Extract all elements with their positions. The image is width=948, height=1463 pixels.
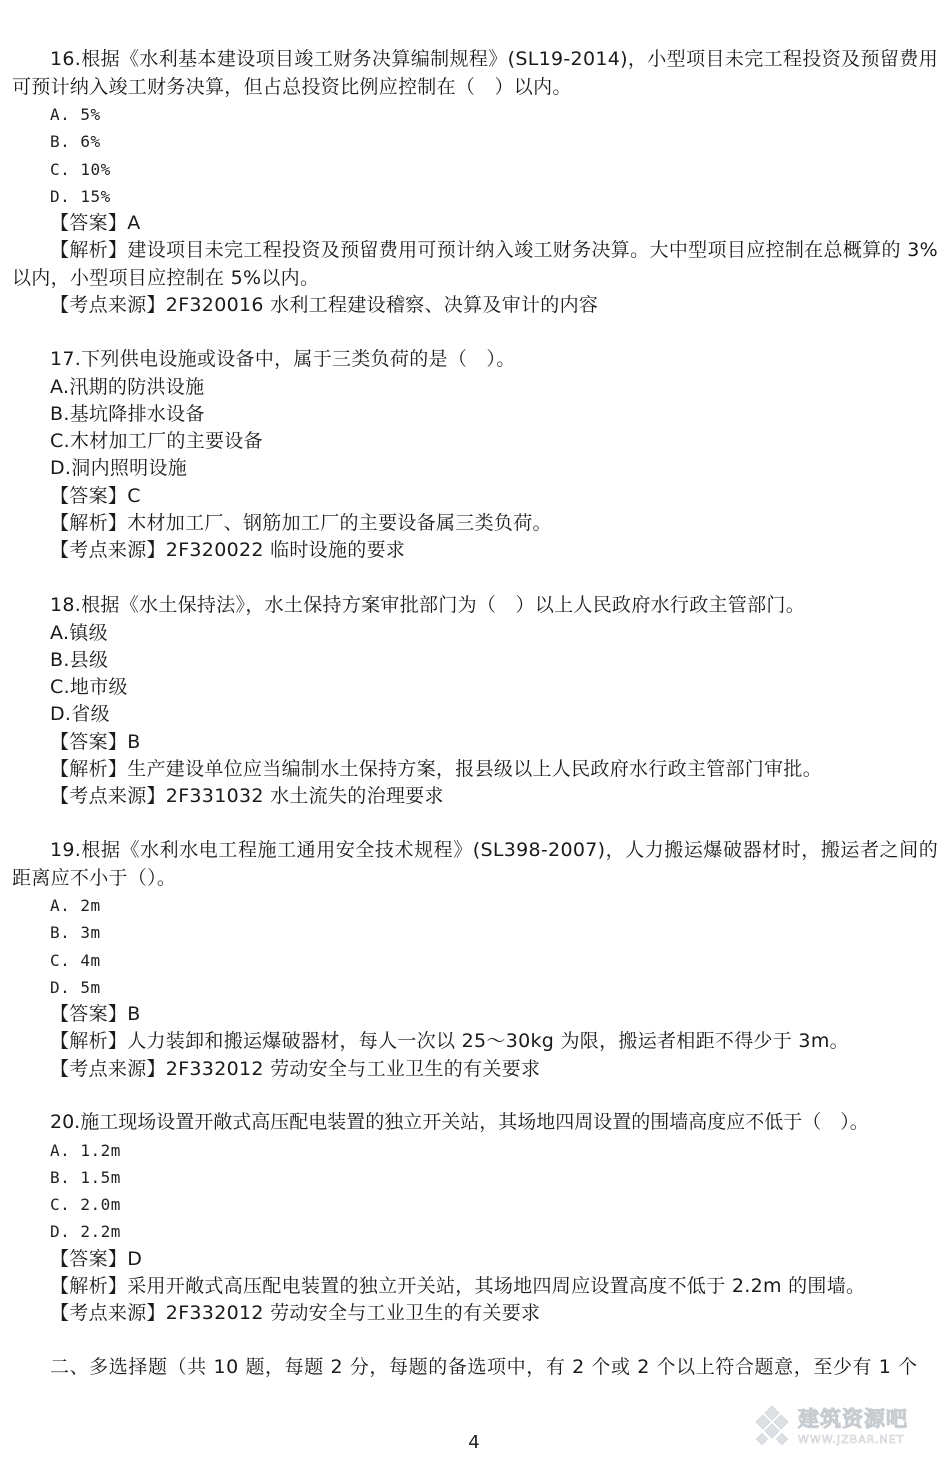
section-heading: 二、多选择题（共 10 题，每题 2 分，每题的备选项中，有 2 个或 2 个以上符合题意，至少有 1 个 bbox=[50, 1356, 918, 1378]
question-19 bbox=[0, 837, 948, 1083]
option-d: D. 15% bbox=[50, 186, 111, 206]
option-d: D.省级 bbox=[50, 703, 110, 726]
question-stem: 17.下列供电设施或设备中，属于三类负荷的是（ ）。 bbox=[50, 348, 516, 370]
option-c: C. 10% bbox=[50, 159, 111, 179]
question-20 bbox=[0, 1109, 948, 1328]
option-a: A. 5% bbox=[50, 105, 101, 124]
option-b: B. 1.5m bbox=[50, 1167, 121, 1187]
watermark-logo-icon bbox=[750, 1405, 794, 1449]
answer-line: 【答案】B bbox=[50, 1003, 141, 1026]
option-c: C.地市级 bbox=[50, 676, 128, 699]
analysis-text: 【解析】木材加工厂、钢筋加工厂的主要设备属三类负荷。 bbox=[50, 511, 552, 534]
page-number: 4 bbox=[468, 1432, 480, 1453]
source-line: 【考点来源】2F331032 水土流失的治理要求 bbox=[50, 785, 444, 808]
watermark-name: 建筑资源吧 bbox=[798, 1407, 908, 1431]
answer-line: 【答案】D bbox=[50, 1247, 143, 1270]
question-stem: 20.施工现场设置开敞式高压配电装置的独立开关站，其场地四周设置的围墙高度应不低于（ ）。 bbox=[50, 1111, 869, 1133]
option-b: B.基坑降排水设备 bbox=[50, 402, 205, 425]
watermark-text bbox=[798, 1409, 908, 1445]
option-a: A.镇级 bbox=[50, 621, 108, 644]
option-c: C.木材加工厂的主要设备 bbox=[50, 430, 263, 453]
source-line: 【考点来源】2F320016 水利工程建设稽察、决算及审计的内容 bbox=[50, 294, 599, 317]
option-c: C. 2.0m bbox=[50, 1195, 121, 1215]
option-a: A. 2m bbox=[50, 896, 101, 915]
option-a: A. 1.2m bbox=[50, 1140, 121, 1160]
source-line: 【考点来源】2F320022 临时设施的要求 bbox=[50, 539, 406, 562]
option-c: C. 4m bbox=[50, 950, 101, 970]
analysis-text: 【解析】采用开敞式高压配电装置的独立开关站，其场地四周应设置高度不低于 2.2m 的围墙。 bbox=[50, 1274, 866, 1297]
analysis-text: 【解析】人力装卸和搬运爆破器材，每人一次以 25～30kg 为限，搬运者相距不得少于 3m。 bbox=[50, 1030, 849, 1053]
option-b: B. 6% bbox=[50, 132, 101, 152]
option-d: D. 2.2m bbox=[50, 1222, 121, 1242]
source-line: 【考点来源】2F332012 劳动安全与工业卫生的有关要求 bbox=[50, 1302, 541, 1325]
question-18 bbox=[0, 592, 948, 811]
option-d: D. 5m bbox=[50, 977, 101, 997]
watermark bbox=[750, 1399, 940, 1455]
option-d: D.洞内照明设施 bbox=[50, 457, 188, 480]
source-line: 【考点来源】2F332012 劳动安全与工业卫生的有关要求 bbox=[50, 1057, 541, 1080]
analysis-text: 【解析】建设项目未完工程投资及预留费用可预计纳入竣工财务决算。大中型项目应控制在总概算的 3%以内，小型项目应控制在 5%以内。 bbox=[12, 239, 938, 289]
question-17 bbox=[0, 346, 948, 565]
option-a: A.汛期的防洪设施 bbox=[50, 375, 205, 398]
answer-line: 【答案】B bbox=[50, 730, 141, 753]
answer-line: 【答案】A bbox=[50, 212, 141, 235]
question-stem: 18.根据《水土保持法》，水土保持方案审批部门为（ ）以上人民政府水行政主管部门。 bbox=[50, 594, 806, 616]
option-b: B.县级 bbox=[50, 648, 109, 671]
question-stem: 19.根据《水利水电工程施工通用安全技术规程》(SL398-2007)，人力搬运爆破器材时，搬运者之间的距离应不小于（）。 bbox=[12, 839, 938, 889]
question-16 bbox=[0, 46, 948, 320]
option-b: B. 3m bbox=[50, 923, 101, 943]
answer-line: 【答案】C bbox=[50, 484, 141, 507]
watermark-url: WWW.JZBAR.NET bbox=[798, 1433, 905, 1446]
analysis-text: 【解析】生产建设单位应当编制水土保持方案，报县级以上人民政府水行政主管部门审批。 bbox=[50, 757, 823, 780]
question-stem: 16.根据《水利基本建设项目竣工财务决算编制规程》(SL19-2014)，小型项目未完工程投资及预留费用可预计纳入竣工财务决算，但占总投资比例应控制在（ ）以内。 bbox=[12, 48, 938, 98]
